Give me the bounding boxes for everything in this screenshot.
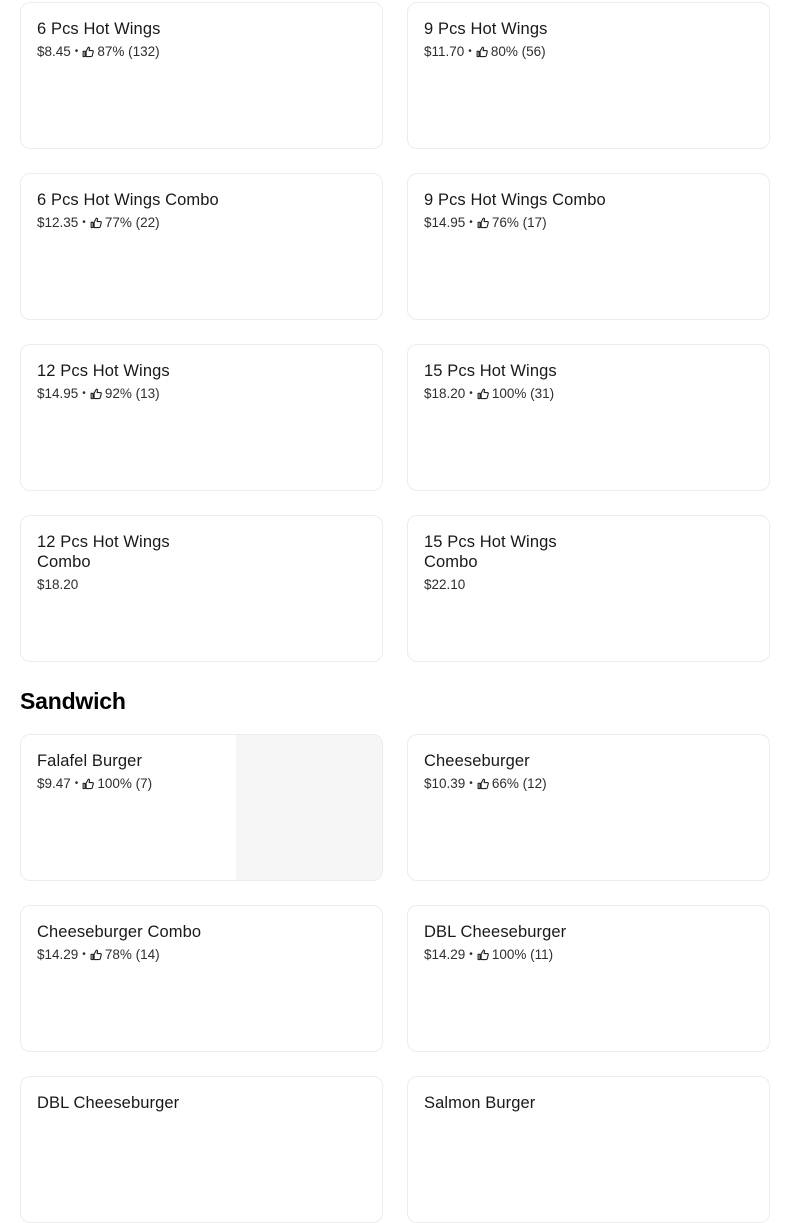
item-rating: 80% (56) [490, 44, 546, 59]
item-name: Cheeseburger Combo [37, 923, 202, 941]
item-image-placeholder [236, 735, 382, 880]
sandwich-grid [20, 734, 770, 1223]
separator-dot: • [469, 778, 473, 789]
thumbs-up-icon [477, 949, 489, 961]
menu-item-info [424, 190, 624, 231]
item-price: $22.10 [424, 577, 466, 592]
item-price: $14.29 [424, 947, 466, 962]
menu-item-card[interactable] [407, 173, 770, 320]
item-name: 12 Pcs Hot Wings Combo [37, 533, 170, 571]
menu-item-card[interactable] [20, 515, 383, 662]
separator-dot: • [469, 949, 473, 960]
item-price: $11.70 [424, 44, 465, 59]
item-price: $18.20 [37, 577, 79, 592]
thumbs-up-icon [90, 217, 102, 229]
menu-item-card[interactable] [20, 344, 383, 491]
item-meta [37, 214, 237, 231]
menu-item-card[interactable] [407, 1076, 770, 1223]
section-title-sandwich: Sandwich [20, 688, 126, 714]
separator-dot: • [82, 217, 86, 228]
item-name: 6 Pcs Hot Wings Combo [37, 191, 219, 209]
thumbs-up-icon [477, 388, 489, 400]
menu-item-card[interactable] [407, 2, 770, 149]
item-name: 15 Pcs Hot Wings [424, 362, 557, 380]
menu-item-card[interactable] [407, 905, 770, 1052]
item-meta [424, 214, 624, 231]
menu-item-info [424, 532, 584, 593]
item-meta [424, 43, 624, 60]
item-name: Cheeseburger [424, 752, 530, 770]
item-rating: 100% (7) [97, 776, 153, 791]
item-meta [424, 946, 624, 963]
separator-dot: • [82, 388, 86, 399]
menu-item-info [424, 19, 624, 60]
menu-item-info [37, 190, 237, 231]
menu-item-card[interactable] [407, 734, 770, 881]
separator-dot: • [74, 778, 79, 789]
item-price: $8.45 [37, 44, 71, 59]
item-name: Salmon Burger [424, 1094, 536, 1112]
separator-dot: • [82, 949, 86, 960]
menu-item-info [424, 1093, 624, 1113]
hot-wings-grid [20, 2, 770, 662]
item-rating: 66% (12) [491, 776, 547, 791]
separator-dot: • [468, 46, 472, 57]
thumbs-up-icon [477, 778, 489, 790]
item-price: $10.39 [424, 776, 466, 791]
thumbs-up-icon [90, 388, 102, 400]
menu-item-card[interactable] [20, 734, 383, 881]
item-meta [424, 576, 584, 593]
menu-item-info [37, 361, 237, 402]
menu-item-card[interactable] [407, 515, 770, 662]
item-meta [424, 385, 624, 402]
separator-dot: • [469, 217, 473, 228]
thumbs-up-icon [476, 46, 488, 58]
item-price: $12.35 [37, 215, 79, 230]
thumbs-up-icon [82, 46, 94, 58]
item-price: $14.29 [37, 947, 79, 962]
menu-item-card[interactable] [20, 173, 383, 320]
item-meta [37, 775, 237, 792]
item-meta [37, 576, 197, 593]
item-meta [37, 43, 237, 60]
item-name: 12 Pcs Hot Wings [37, 362, 170, 380]
menu-item-info [37, 532, 197, 593]
menu-item-info [424, 922, 624, 963]
menu-item-card[interactable] [20, 905, 383, 1052]
menu-item-info [37, 19, 237, 60]
menu-item-card[interactable] [20, 1076, 383, 1223]
item-meta [37, 946, 237, 963]
item-name: 15 Pcs Hot Wings Combo [424, 533, 557, 571]
thumbs-up-icon [90, 949, 102, 961]
item-rating: 92% (13) [104, 386, 160, 401]
separator-dot: • [74, 46, 79, 57]
menu-item-card[interactable] [20, 2, 383, 149]
menu-item-info [37, 1093, 237, 1113]
item-name: 9 Pcs Hot Wings [424, 20, 548, 38]
item-name: Falafel Burger [37, 752, 143, 770]
item-meta [424, 775, 624, 792]
menu-item-info [424, 361, 624, 402]
menu-item-card[interactable] [407, 344, 770, 491]
item-name: DBL Cheeseburger [424, 923, 567, 941]
menu-item-info [37, 751, 237, 792]
item-rating: 78% (14) [104, 947, 160, 962]
item-rating: 100% (11) [491, 947, 554, 962]
item-rating: 76% (17) [491, 215, 547, 230]
item-price: $18.20 [424, 386, 466, 401]
menu-item-info [424, 751, 624, 792]
item-price: $14.95 [424, 215, 466, 230]
separator-dot: • [469, 388, 473, 399]
item-rating: 87% (132) [97, 44, 160, 59]
item-meta [37, 385, 237, 402]
item-name: 9 Pcs Hot Wings Combo [424, 191, 606, 209]
item-name: DBL Cheeseburger [37, 1094, 180, 1112]
item-rating: 100% (31) [491, 386, 555, 401]
item-price: $9.47 [37, 776, 71, 791]
item-name: 6 Pcs Hot Wings [37, 20, 161, 38]
thumbs-up-icon [477, 217, 489, 229]
thumbs-up-icon [82, 778, 94, 790]
item-price: $14.95 [37, 386, 79, 401]
item-rating: 77% (22) [104, 215, 160, 230]
menu-item-info [37, 922, 237, 963]
